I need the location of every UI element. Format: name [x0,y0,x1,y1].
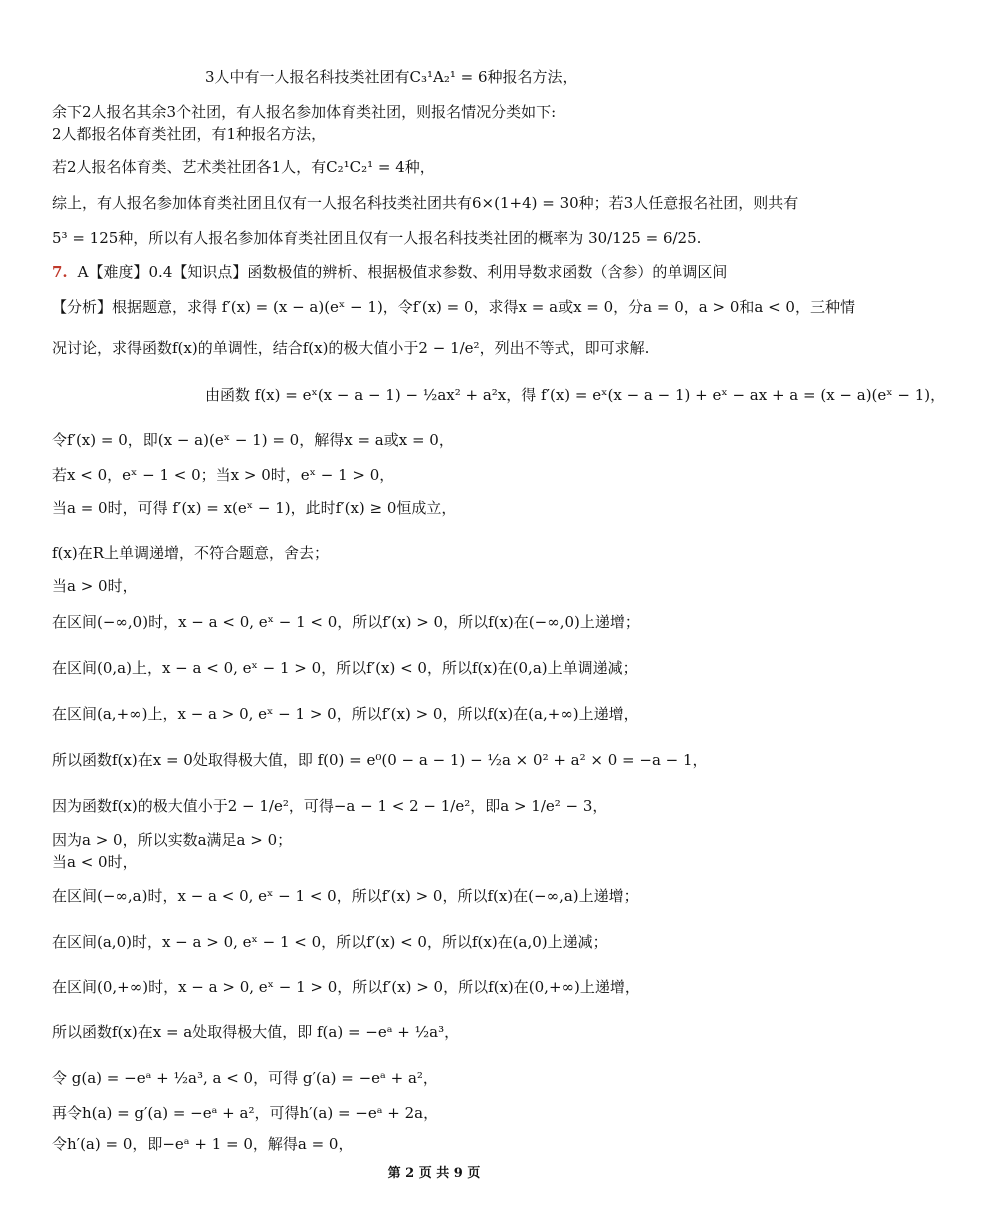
text-line: 余下2人报名其余3个社团，有人报名参加体育类社团，则报名情况分类如下: [52,103,557,121]
text-line: 令f′(x) = 0，即(x − a)(eˣ − 1) = 0，解得x = a或x = 0， [52,431,454,449]
text-line: 因为函数f(x)的极大值小于2 − 1/e²，可得−a − 1 < 2 − 1/e²，即a > 1/e² − 3， [52,797,608,815]
question-header [52,262,852,282]
text-line: 若2人报名体育类、艺术类社团各1人，有C₂¹C₂¹ = 4种， [52,158,435,176]
text-line: 当a = 0时，可得 f′(x) = x(eˣ − 1)，此时f′(x) ≥ 0恒成立， [52,499,457,517]
text-line: 在区间(0,a)上，x − a < 0, eˣ − 1 > 0，所以f′(x) < 0，所以f(x)在(0,a)上单调递减； [52,659,638,677]
text-line: 综上，有人报名参加体育类社团且仅有一人报名科技类社团共有6×(1+4) = 30种；若3人任意报名社团，则共有 [52,194,799,212]
text-line: 令h′(a) = 0，即−eᵃ + 1 = 0，解得a = 0， [52,1135,354,1153]
text-line: 在区间(0,+∞)时，x − a > 0, eˣ − 1 > 0，所以f′(x) > 0，所以f(x)在(0,+∞)上递增， [52,978,640,996]
text-line: 在区间(−∞,0)时，x − a < 0, eˣ − 1 < 0，所以f′(x) > 0，所以f(x)在(−∞,0)上递增； [52,613,640,631]
question-meta: A【难度】0.4【知识点】函数极值的辨析、根据极值求参数、利用导数求函数（含参）的单调区间 [77,263,728,281]
text-line: 令 g(a) = −eᵃ + ½a³, a < 0，可得 g′(a) = −eᵃ + a²， [52,1069,438,1087]
text-line: f(x)在R上单调递增，不符合题意，舍去； [52,544,330,562]
text-line: 再令h(a) = g′(a) = −eᵃ + a²，可得h′(a) = −eᵃ + 2a， [52,1104,439,1122]
text-line: 2人都报名体育类社团，有1种报名方法， [52,125,327,143]
text-line: 当a > 0时， [52,577,138,595]
text-line: 由函数 f(x) = eˣ(x − a − 1) − ½ax² + a²x，得 f′(x) = eˣ(x − a − 1) + eˣ − ax + a = (x − a)(eˣ − 1)， [205,386,946,404]
text-line: 况讨论，求得函数f(x)的单调性，结合f(x)的极大值小于2 − 1/e²，列出不等式，即可求解. [52,339,650,357]
text-line: 在区间(−∞,a)时，x − a < 0, eˣ − 1 < 0，所以f′(x) > 0，所以f(x)在(−∞,a)上递增； [52,887,639,905]
text-line: 因为a > 0，所以实数a满足a > 0； [52,831,293,849]
text-line: 所以函数f(x)在x = a处取得极大值，即 f(a) = −eᵃ + ½a³， [52,1023,460,1041]
text-line: 若x < 0，eˣ − 1 < 0；当x > 0时，eˣ − 1 > 0， [52,466,395,484]
text-line: 所以函数f(x)在x = 0处取得极大值，即 f(0) = e⁰(0 − a − 1) − ½a × 0² + a² × 0 = −a − 1， [52,751,708,769]
question-number: 7. [52,263,68,281]
text-line: 3人中有一人报名科技类社团有C₃¹A₂¹ = 6种报名方法， [205,68,578,86]
page-footer: 第 2 页 共 9 页 [387,1166,481,1181]
text-line: 在区间(a,+∞)上，x − a > 0, eˣ − 1 > 0，所以f′(x) > 0，所以f(x)在(a,+∞)上递增， [52,705,639,723]
text-line: 在区间(a,0)时，x − a > 0, eˣ − 1 < 0，所以f′(x) < 0，所以f(x)在(a,0)上递减； [52,933,608,951]
text-line: 【分析】根据题意，求得 f′(x) = (x − a)(eˣ − 1)，令f′(x) = 0，求得x = a或x = 0，分a = 0，a > 0和a < 0，三种情 [52,298,855,316]
text-line: 当a < 0时， [52,853,138,871]
text-line: 5³ = 125种，所以有人报名参加体育类社团且仅有一人报名科技类社团的概率为 30/125 = 6/25. [52,229,702,247]
